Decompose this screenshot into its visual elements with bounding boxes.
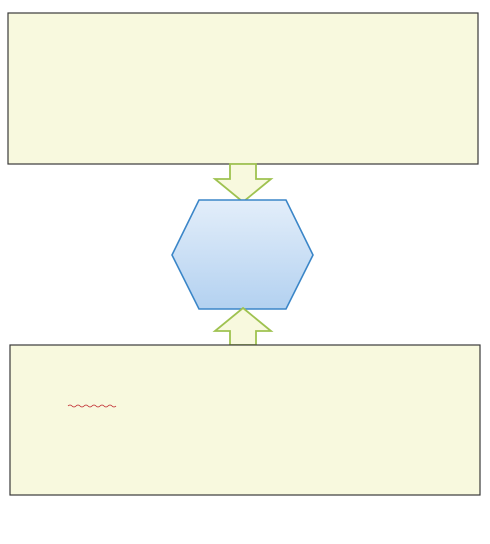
top-down-arrow (215, 164, 271, 202)
bottom-up-box (10, 345, 480, 495)
nanosystems-hexagon (172, 200, 313, 309)
bottom-up-arrow (215, 308, 271, 345)
top-down-box (8, 13, 478, 164)
